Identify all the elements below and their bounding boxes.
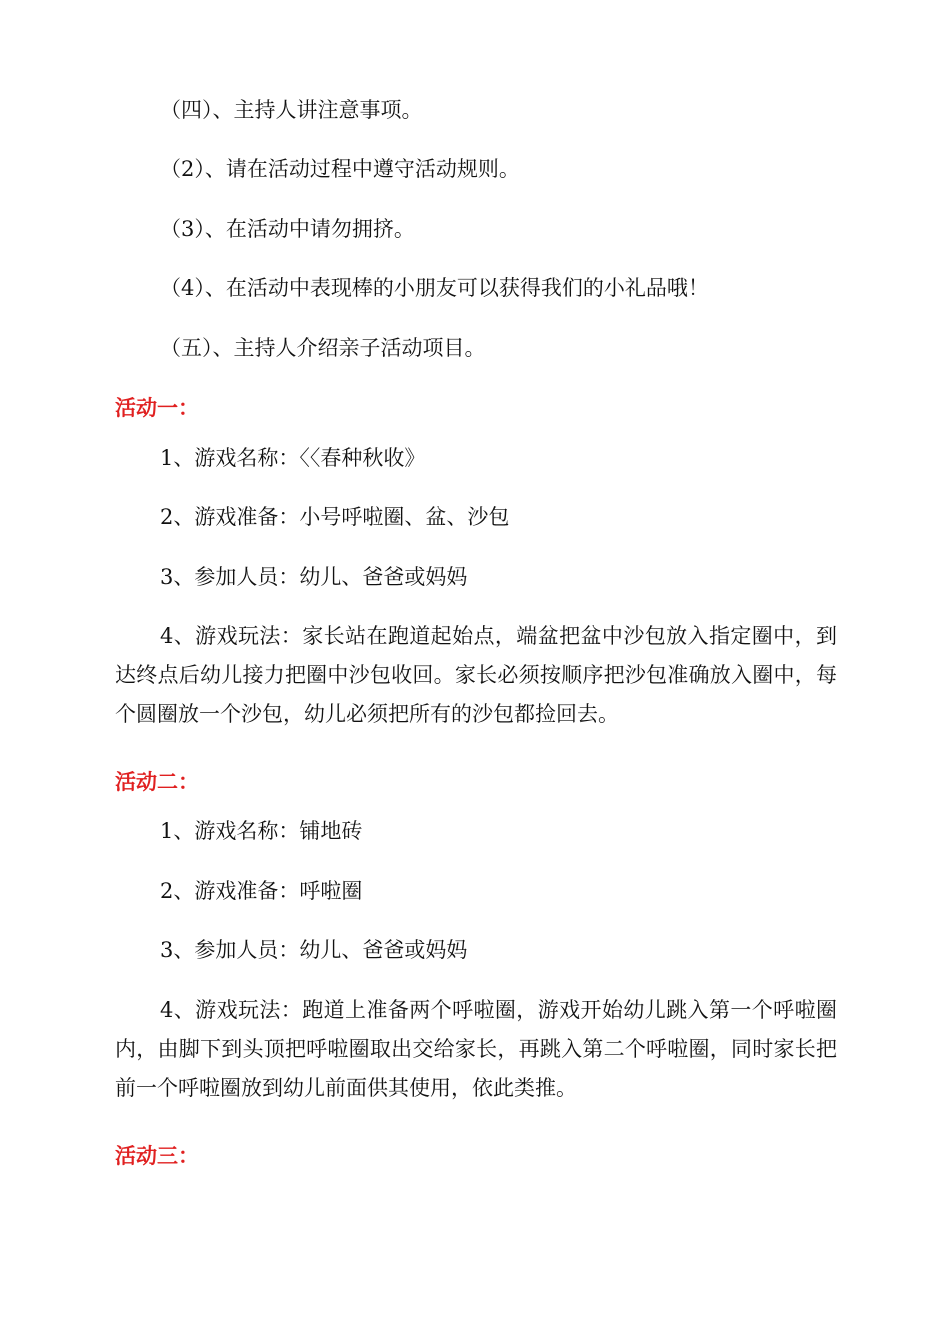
activity-1-name: 1、游戏名称：〈〈春种秋收》 xyxy=(160,446,426,470)
rule-3: （3）、在活动中请勿拥挤。 xyxy=(160,217,415,241)
activity-1-prep: 2、游戏准备：小号呼啦圈、盆、沙包 xyxy=(160,505,510,529)
activity-2-name: 1、游戏名称：铺地砖 xyxy=(160,819,363,843)
activity-1-heading: 活动一： xyxy=(115,396,199,420)
activity-2-prep: 2、游戏准备：呼啦圈 xyxy=(160,879,363,903)
note-item-4: （四）、主持人讲注意事项。 xyxy=(160,98,423,122)
activity-2-rules: 4、游戏玩法：跑道上准备两个呼啦圈，游戏开始幼儿跳入第一个呼啦圈内，由脚下到头顶把呼啦圈取出交给家长，再跳入第二个呼啦圈，同时家长把前一个呼啦圈放到幼儿前面供其使用，依此类推。 xyxy=(115,998,837,1100)
note-item-5: （五）、主持人介绍亲子活动项目。 xyxy=(160,336,486,360)
activity-1-participants: 3、参加人员：幼儿、爸爸或妈妈 xyxy=(160,565,468,589)
activity-2-heading: 活动二： xyxy=(115,770,199,794)
activity-1-rules: 4、游戏玩法：家长站在跑道起始点，端盆把盆中沙包放入指定圈中，到达终点后幼儿接力把圈中沙包收回。家长必须按顺序把沙包准确放入圈中，每个圆圈放一个沙包，幼儿必须把所有的沙包都捡回去。 xyxy=(115,624,837,726)
rule-2: （2）、请在活动过程中遵守活动规则。 xyxy=(160,157,520,181)
rule-4: （4）、在活动中表现棒的小朋友可以获得我们的小礼品哦！ xyxy=(160,276,709,300)
activity-3-heading: 活动三： xyxy=(115,1144,199,1168)
activity-2-participants: 3、参加人员：幼儿、爸爸或妈妈 xyxy=(160,938,468,962)
